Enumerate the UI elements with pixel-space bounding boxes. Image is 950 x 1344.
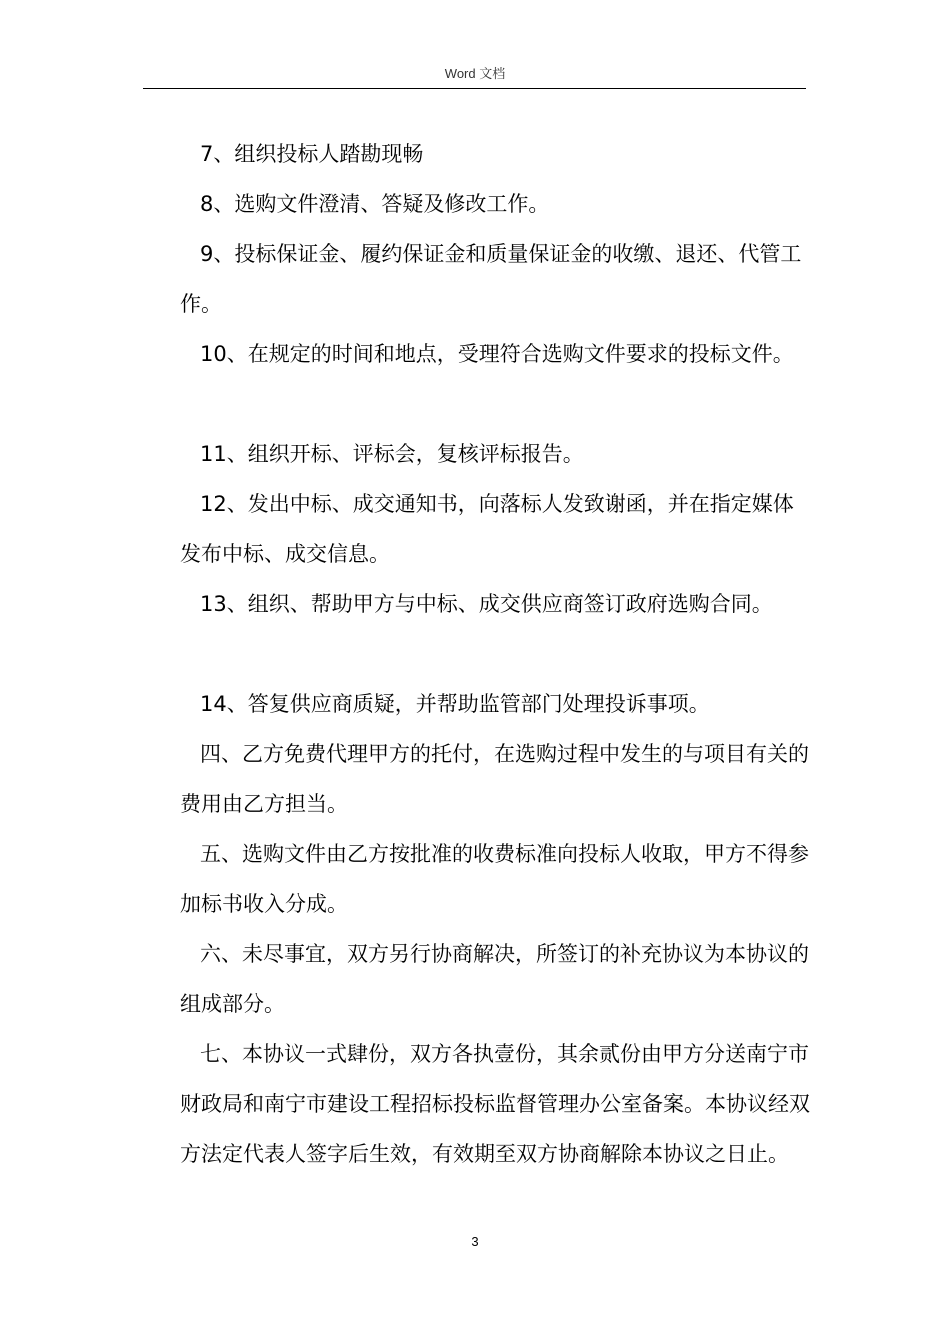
header-divider <box>143 88 806 89</box>
clause-seven: 七、本协议一式肆份，双方各执壹份，其余贰份由甲方分送南宁市财政局和南宁市建设工程招标投标监督管理办公室备案。本协议经双方法定代表人签字后生效，有效期至双方协商解除本协议之日止。 <box>180 1042 810 1166</box>
page-number: 3 <box>471 1234 479 1249</box>
paragraph-item-11: 11、组织开标、评标会，复核评标报告。 <box>200 442 584 466</box>
document-body <box>180 129 812 1179</box>
paragraph-item-12: 12、发出中标、成交通知书，向落标人发致谢函，并在指定媒体发布中标、成交信息。 <box>180 492 794 566</box>
paragraph-item-13: 13、组织、帮助甲方与中标、成交供应商签订政府选购合同。 <box>200 592 773 616</box>
clause-four: 四、乙方免费代理甲方的托付，在选购过程中发生的与项目有关的费用由乙方担当。 <box>180 742 809 816</box>
clause-six: 六、未尽事宜，双方另行协商解决，所签订的补充协议为本协议的组成部分。 <box>180 942 809 1016</box>
paragraph-item-7: 7、组织投标人踏勘现畅 <box>200 142 424 166</box>
clause-five: 五、选购文件由乙方按批准的收费标准向投标人收取，甲方不得参加标书收入分成。 <box>180 842 809 916</box>
paragraph-item-9: 9、投标保证金、履约保证金和质量保证金的收缴、退还、代管工作。 <box>180 242 802 316</box>
page-header-title: Word 文档 <box>444 66 506 81</box>
paragraph-item-10: 10、在规定的时间和地点，受理符合选购文件要求的投标文件。 <box>200 342 794 366</box>
paragraph-item-8: 8、选购文件澄清、答疑及修改工作。 <box>200 192 550 216</box>
paragraph-item-14: 14、答复供应商质疑，并帮助监管部门处理投诉事项。 <box>200 692 710 716</box>
